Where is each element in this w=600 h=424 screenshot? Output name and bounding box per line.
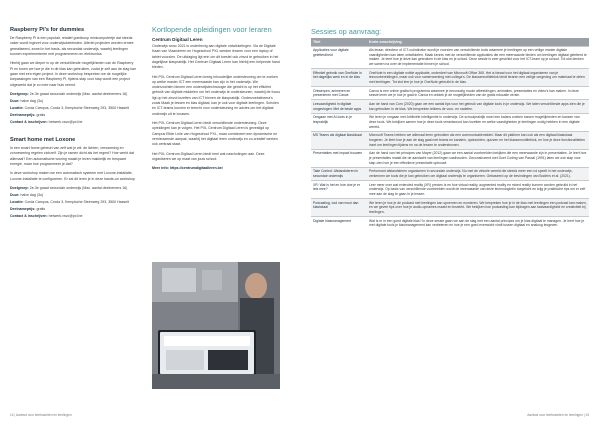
session-title: XR: Wat is het en hoe doe je er iets mee?	[311, 181, 367, 199]
center-name: Centrum Digitaal Leren	[152, 36, 203, 42]
sessions-title: Sessies op aanvraag:	[311, 27, 382, 36]
smarthome-intro: In een smart home gebeurt van zelf wat je wil: de lichten, verwarming en zonnewering regelen zichzelf. Zijn je ramen dicht als het regent? Hoe werkt dat allemaal? Een automatische woning maakt je leven makkelijk en bespaart energie, maar hoe programmeer je dat?	[10, 146, 135, 167]
table-row	[311, 87, 589, 100]
session-description: Aan de hand van Corn (2020) gaan we een aantal tips voor het gebruik van digitale tools in je onderwijs. We laten verschillende apps zien die je kan gebruiken in de klas. We bespreken telkens de voor- en nadelen.	[367, 100, 589, 113]
session-description: OneNote is een digitale notitie applicatie, onderdeel van Microsoft Office 365. Het is ideaal voor het digitaal organiseren van je lesvoorbereidingen, maar ook voor samenwerking met collega’s. De klassennotitieblok biedt leraren een veilige omgeving om materiaal te delen met leerlingen. Tot slot leer je hoe je OneNote gebruikt in de klas.	[367, 69, 589, 87]
footer-left: 14 | Aanbod voor leerkrachten en leerlingen	[10, 413, 72, 417]
session-description: We leren je omgaan met Artificiële Intelligentie in onderwijs. De schoolpraktijk moet een balans zoeken tussen mogelijkheden en kansen van deze tools. We bekijken samen hoe je deze tools verantwoord kan inzetten en welke vaardigheden je leerlingen nodig hebben in een digitale wereld.	[367, 113, 589, 131]
session-description: Als leraar, directeur of ICT-coördinator wordt je voorzien van verschillende tools waarmee je leerlingen op een veilige manier digitale vaardigheden kan laten ontwikkelen. Maak kennis met de verschillende applicaties die een meerwaarde bieden om leerlingen digitaal geletterd te maken. Je leert hoe je deze kan gebruiken in de klas en je school. Deze sessie is zeer geschikt voor het ICT-team op je school. Tot slot denken we samen na over de implementatie binnen je school.	[367, 46, 589, 69]
center-paragraph-4: Het PXL Centrum Digitaal Leren biedt heel wat nascholingen aan. Deze organiseren we op maat van jouw school.	[152, 151, 265, 161]
table-row	[311, 167, 589, 180]
table-row	[311, 199, 589, 217]
smarthome-prijs: Deelnameprijs: gratis	[10, 207, 46, 212]
raspberry-intro: De Raspberry Pi is een populair, relatief goedkoop minicomputertje dat steeds vaker wordt ingezet voor onderwijsdoeleinden. Allerlei projecten worden ermee gerealiseerd, zowel in het basis- als secundair onderwijs, waarbij leerlingen kunnen experimenteren met programmeren en elektronica.	[10, 36, 134, 56]
session-description: Leer meer over wat extended reality (XR) precies is en hoe virtual reality, augmented reality en mixed reality kunnen worden gebruikt in het onderwijs. Op basis van verschillende voorbeelden wordt de meerwaarde van deze technologieën toegelicht en krijg je praktische tips om er zelf mee aan de slag te gaan in je lessen.	[367, 181, 589, 199]
header-description: Korte omschrijving	[367, 38, 589, 46]
session-title: Lesvaardigheid in digitale omgevingen: Met de beste apps	[311, 100, 367, 113]
workshops-column	[10, 27, 137, 221]
smarthome-doelgroep: Doelgroep: 2e-3e graad secundair onderwijs (Max. aantal deelnemers 16)	[10, 186, 128, 191]
raspberry-body: Hierbij gaan we dieper in op de verschillende mogelijkheden van de Raspberry Pi en tonen we hoe je die in de klas kan gebruiken, zodat je zelf aan de slag kan gaan met een eigen project. In deze workshop bespreken we de mogelijke toepassingen van een Raspberry Pi, tijdens stap voor stap wordt een project uitgewerkt dat je zo mee naar huis neemt.	[10, 61, 136, 87]
session-title: Omgaan met AI-tools in je lespraktijk	[311, 113, 367, 131]
session-title: Digitale klasmanagement	[311, 217, 367, 230]
session-description: Canva is een online grafisch programma waarmee je eenvoudig mooie afbeeldingen, animaties, presentaties en video’s kan maken. In deze sessie leren we je hoe je gaat in Canva en ontdek je de mogelijkheden van de gratis educatie versie.	[367, 87, 589, 100]
smarthome-duur: Duur: halve dag (3u)	[10, 193, 44, 198]
table-row	[311, 46, 589, 69]
session-title: Effectief gebruik van OneNote in het dagelijks werk en in de klas	[311, 69, 367, 87]
session-title: Take Control: Afstandsleren in secundair onderwijs	[311, 167, 367, 180]
courses-column	[152, 26, 280, 170]
session-description: Microsoft Teams hebben we allemaal leren gebruiken als een communicatiemiddel. Maar dit platform kan ook als een digitaal klaslokaal fungeren. Je leert hoe je aan de slag gaat met teams en kanalen, opdrachten, quizzen en het klassennotitieblok, en hoe je deze functionaliteiten inzet om leerlingen tijdens en na de lessen te ondersteunen.	[367, 131, 589, 149]
session-title: Applicaties voor digitale geletterdheid	[311, 46, 367, 69]
raspberry-contact: Contact & inschrijven: hetwerk.vsvo@pxl.be	[10, 119, 83, 124]
table-row	[311, 131, 589, 149]
smarthome-title: Smart home met Loxone	[10, 137, 76, 144]
hogeschool-pxl-photo	[152, 262, 280, 389]
raspberry-contact-email[interactable]: hetwerk.vsvo@pxl.be	[48, 119, 83, 124]
center-paragraph-2: Het PXL Centrum Digitaal Leren kreeg inhoudelijke ondersteuning om te zoeken op welke manier ICT een meerwaarde kan zijn in het onderwijs. We onderzochten binnen een onderwijstechnologie die gericht is op het efficiënt gebruik van digitale middelen om het onderwijs te ondersteunen, waarbij de focus ligt op het zinvol inzetten van ICT binnen de klaspraktijk. Onderzoeksthema’s zoals Maak je lessen en klas digitaal, kan je ook voor digitale leerlingen. Scholen en ICT-teams kunnen er terecht voor ondersteuning en advies om het digitaal onderwijs uit te bouwen.	[152, 74, 280, 116]
session-title: Podcasting, tool van mooi dan klaslokaal	[311, 199, 367, 217]
sessions-column	[311, 27, 589, 229]
table-row	[311, 100, 589, 113]
session-title: Presentaties met impact bouwen	[311, 149, 367, 167]
center-paragraph-3: Het PXL Centrum Digitaal Leren biedt verschillende ondersteuning. Deze opleidingen kan je volgen. Het PXL Centrum Digitaal Leren is gevestigd op Campus Elfde Linie van Hogeschool PXL, maar combineert een dynamische en vernieuwende aanpak, waarbij het digitaal leren onderwijs en co-creatief werken ook centraal staat.	[152, 121, 278, 147]
session-description: We leren je hoe je de podcast met leerlingen kan opnemen en monteren. We bespreken hoe je in de klas met leerlingen een podcast kan maken, en we geven tips over hoe je audio-opnames maakt en bewerkt. We bekijken hoe podcasting kan bijdragen aan taalvaardigheid en creativiteit bij leerlingen.	[367, 199, 589, 217]
smarthome-body: In deze workshop maken we een automatisch systeem met Loxone-installatie, Loxone-installatie te configureren. Er zal dit leren je in deze hands-on workshop	[10, 171, 136, 181]
table-row	[311, 217, 589, 230]
raspberry-workshop	[10, 27, 137, 125]
more-info-link[interactable]: https://centrumdigitaalleren.be/	[169, 166, 223, 171]
smarthome-contact-email[interactable]: hetwerk.vsvo@pxl.be	[48, 214, 83, 219]
raspberry-title: Raspberry Pi’s for dummies	[10, 27, 85, 33]
classroom-photo-illustration	[152, 262, 280, 389]
raspberry-locatie: Locatie: Corda Campus, Corda 3, Kempische Steenweg 293, 3500 Hasselt	[10, 105, 129, 110]
more-info: Meer info: https://centrumdigitaalleren.be/	[152, 166, 223, 171]
footer-right: Aanbod voor leerkrachten en leerlingen | 15	[527, 413, 589, 417]
raspberry-prijs: Deelnameprijs: gratis	[10, 112, 46, 117]
courses-heading: Kortlopende opleidingen voor leraren	[152, 25, 272, 34]
session-description: Performant afstandsleren organiseren in secundair onderwijs. Nu met de virtuele wereld die steeds meer een rol speelt in het onderwijs, verkennen we tools die je kan gebruiken om digitaal onderwijs te organiseren. Gebaseerd op de bevindingen van Bodeirs et al. (2021).	[367, 167, 589, 180]
session-title: Ontwerpen, animeren en presenteren met Canva	[311, 87, 367, 100]
table-row	[311, 113, 589, 131]
table-row	[311, 149, 589, 167]
session-title: MS Teams als digitaal klaslokaal	[311, 131, 367, 149]
center-paragraph-1: Onderwijs anno 2021 is onderhevig aan digitale ontwikkelingen. Via de Digitale Kaart van Vlaanderen en Hogeschool PXL werden leraren voor een laptop of tablet voorzien. De uitdaging ligt erin om dit toestel ook zinvol te gebruiken in het dagelijkse klaspraktijk. Het Centrum Digitaal Leren kan hierbij een helpende hand bieden.	[152, 43, 280, 70]
raspberry-doelgroep: Doelgroep: 2e-3e graad secundair onderwijs (Max. aantal deelnemers 16)	[10, 91, 128, 96]
smarthome-workshop	[10, 137, 137, 219]
table-header-row	[311, 38, 589, 46]
table-row	[311, 69, 589, 87]
smarthome-contact: Contact & inschrijven: hetwerk.vsvo@pxl.be	[10, 214, 83, 219]
sessions-table	[311, 38, 589, 229]
session-description: Wat is er in een goed digitale klas? In deze sessie gaan we aan de slag met een aantal principes om je klas digitaal te managen. Je leert hoe je met digitale tools je klasmanagement kan verbeteren en hoe je een goed evenwicht vindt tussen digitaal en analoog lesgeven.	[367, 217, 589, 230]
smarthome-locatie: Locatie: Corda Campus, Corda 3, Kempische Steenweg 293, 3500 Hasselt	[10, 200, 129, 205]
session-description: Aan de hand van het principes van Mayer (2012) gaan we een aantal voorbeelden bekijken die een meerwaarde zijn in presentaties. Je leert hoe je presentaties maakt die de aandacht van leerlingen vasthouden. Geconstrueerd met Duet Coding van Pascal (1991) laten we ook stap voor stap zien hoe je een effectieve presentatie opbouwt.	[367, 149, 589, 167]
header-title: Titel	[311, 38, 367, 46]
table-row	[311, 181, 589, 199]
raspberry-duur: Duur: halve dag (3u)	[10, 98, 44, 103]
